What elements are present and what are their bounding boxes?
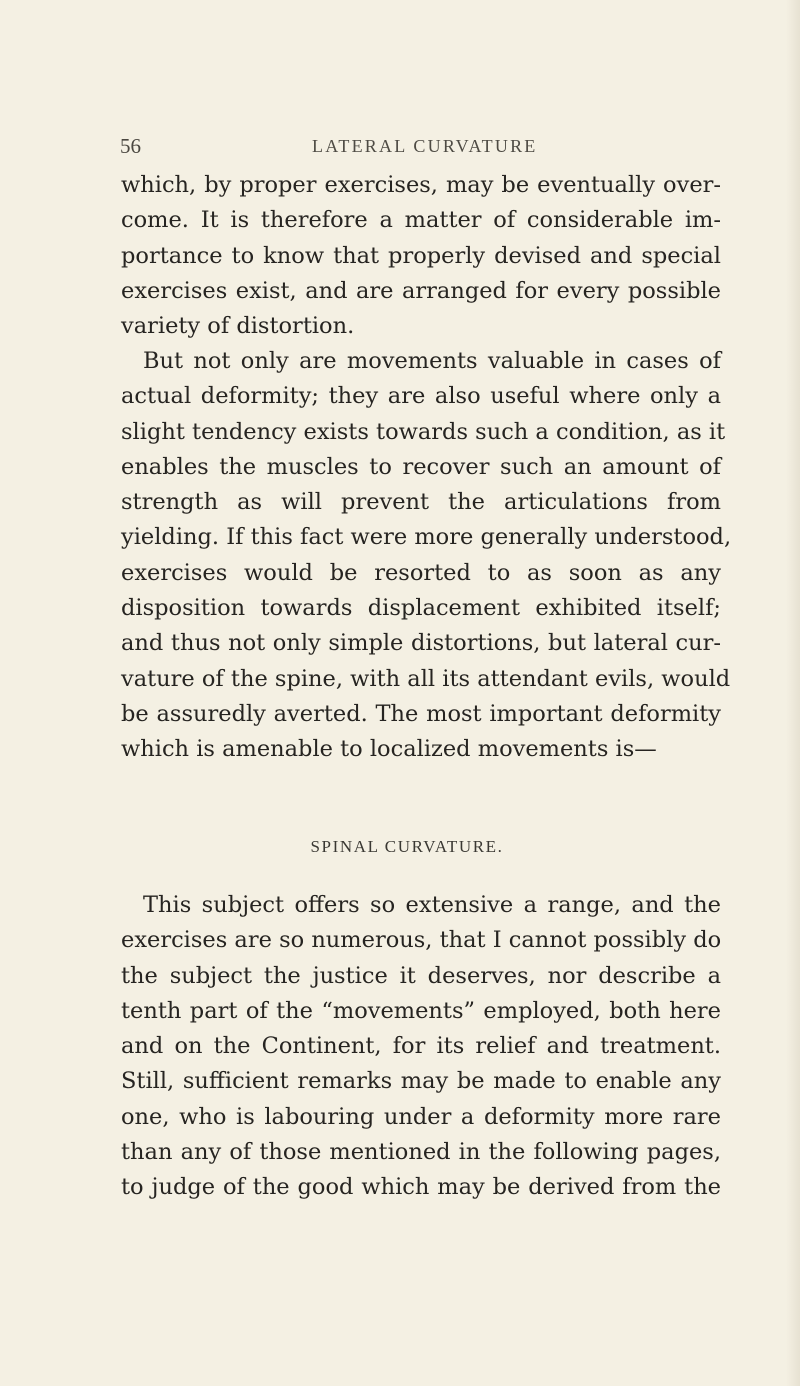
text-line: which, by proper exercises, may be eventually over-	[121, 172, 721, 198]
text-line: strength as will prevent the articulations from	[121, 489, 721, 516]
text-line: than any of those mentioned in the following pages,	[121, 1139, 721, 1166]
text-line: exercises would be resorted to as soon as any	[121, 559, 721, 586]
text-line: one, who is labouring under a deformity more rare	[121, 1103, 721, 1130]
page-header	[0, 128, 800, 168]
text-line: Still, sufficient remarks may be made to enable any	[121, 1068, 721, 1095]
page-edge-shadow	[786, 0, 800, 1386]
text-line: yielding. If this fact were more generally understood,	[121, 524, 732, 551]
text-line: enables the muscles to recover such an amount of	[121, 453, 721, 480]
text-line: portance to know that properly devised and special	[121, 242, 721, 269]
text-line: the subject the justice it deserves, nor describe a	[121, 962, 721, 989]
text-line: to judge of the good which may be derived from the	[121, 1174, 721, 1201]
running-head: LATERAL CURVATURE	[312, 136, 538, 156]
text-line: slight tendency exists towards such a condition, as it	[121, 418, 726, 445]
text-line: exercises are so numerous, that I cannot possibly do	[121, 927, 722, 954]
text-line: But not only are movements valuable in cases of	[143, 348, 721, 374]
text-line: vature of the spine, with all its attendant evils, would	[121, 665, 731, 692]
section-heading: SPINAL CURVATURE.	[310, 837, 504, 856]
text-line: disposition towards displacement exhibited itself;	[121, 595, 721, 622]
paragraph-1	[121, 168, 721, 344]
text-line: and on the Continent, for its relief and treatment.	[121, 1033, 721, 1060]
text-line: tenth part of the “movements” employed, both here	[121, 997, 721, 1024]
text-line: variety of distortion.	[121, 313, 355, 340]
page-number: 56	[120, 134, 141, 158]
paragraph-2	[121, 344, 732, 768]
text-line: which is amenable to localized movements is—	[121, 736, 657, 763]
paragraph-3	[121, 888, 721, 1206]
text-line: actual deformity; they are also useful where only a	[121, 383, 721, 410]
text-line: and thus not only simple distortions, but lateral cur-	[121, 630, 721, 657]
text-line: come. It is therefore a matter of considerable im-	[121, 207, 721, 234]
text-line: exercises exist, and are arranged for every possible	[121, 277, 721, 304]
text-line: be assuredly averted. The most important deformity	[121, 700, 721, 727]
text-line: This subject offers so extensive a range, and the	[143, 892, 721, 918]
